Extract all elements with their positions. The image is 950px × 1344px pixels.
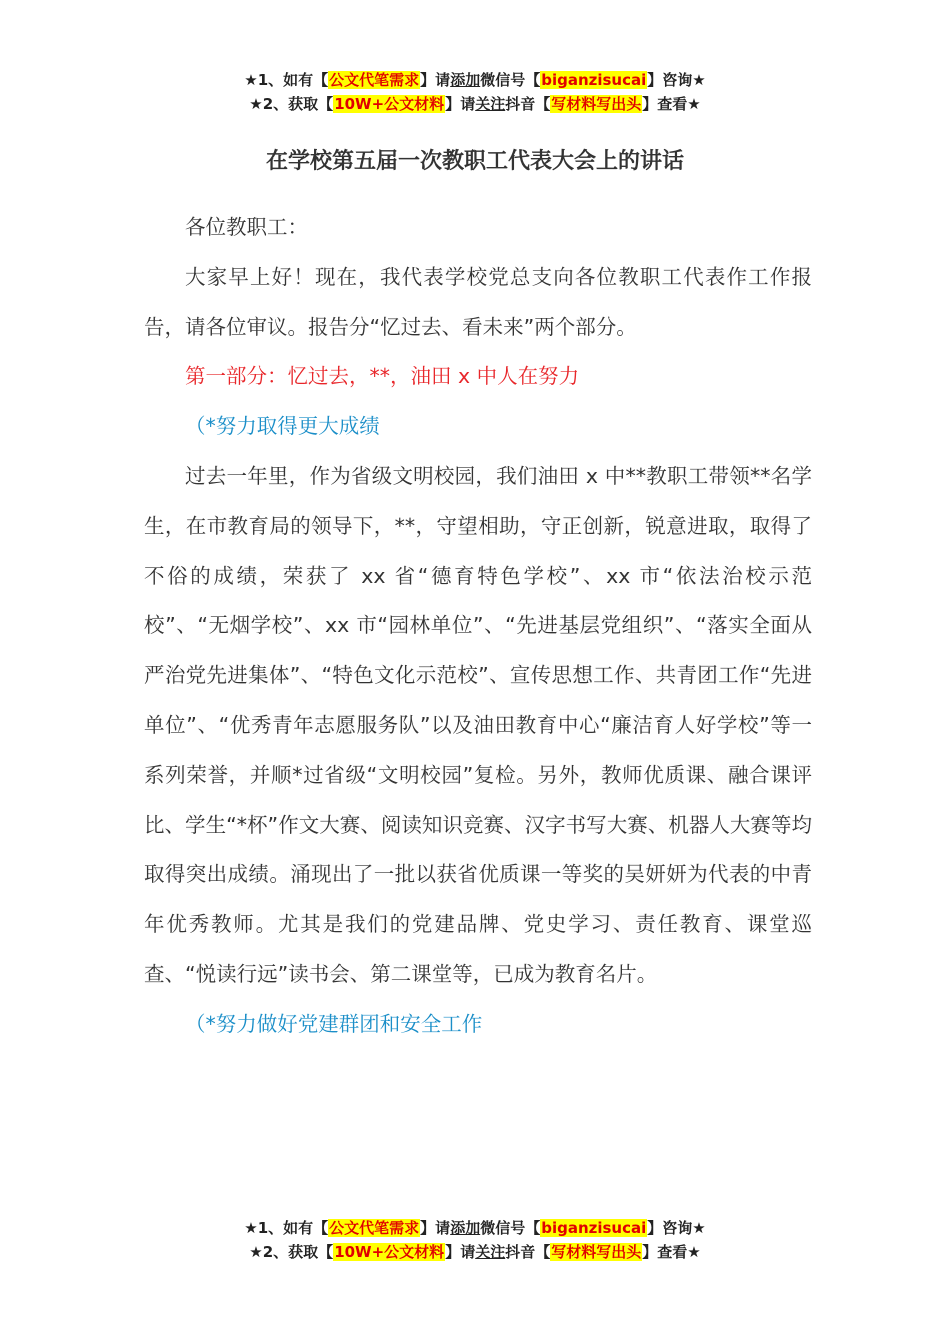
- banner-text: 】咨询★: [647, 1219, 706, 1237]
- banner-line-2: [0, 92, 950, 116]
- banner-text: 】查看★: [642, 95, 701, 113]
- banner-highlight: 10W+公文材料: [334, 1243, 445, 1261]
- banner-line-1: [0, 68, 950, 92]
- banner-highlight: 10W+公文材料: [334, 95, 445, 113]
- banner-text: 】咨询★: [647, 71, 706, 89]
- banner-emphasis: 添加: [450, 1219, 481, 1237]
- banner-text: ★2、获取【: [249, 95, 334, 113]
- banner-text: 】查看★: [642, 1243, 701, 1261]
- ad-banner-bottom: [0, 1216, 950, 1264]
- banner-text: 微信号【: [480, 71, 541, 89]
- banner-text: ★1、如有【: [244, 1219, 329, 1237]
- banner-text: 】请: [445, 95, 476, 113]
- banner-highlight: 公文代笔需求: [329, 71, 420, 89]
- section-heading: （*努力做好党建群团和安全工作: [185, 1011, 483, 1036]
- ad-banner-top: [0, 68, 950, 116]
- banner-highlight: 公文代笔需求: [329, 1219, 420, 1237]
- banner-emphasis: 添加: [450, 71, 481, 89]
- intro-paragraph: 大家早上好！现在，我代表学校党总支向各位教职工代表作工作报告，请各位审议。报告分“忆过去、看未来”两个部分。: [144, 264, 812, 339]
- banner-highlight: biganzisucai: [541, 1219, 647, 1237]
- banner-text: 】请: [420, 71, 451, 89]
- banner-emphasis: 关注: [475, 95, 506, 113]
- banner-emphasis: 关注: [475, 1243, 506, 1261]
- banner-highlight: 写材料写出头: [551, 95, 642, 113]
- body-paragraph: 过去一年里，作为省级文明校园，我们油田 x 中**教职工带领**名学生，在市教育局的领导下，**，守望相助，守正创新，锐意进取，取得了不俗的成绩，荣获了 xx 省“德育特色学校”、xx 市“依法治校示范校”、“无烟学校”、xx 市“园林单位”、“先进基层党组织”、“落实全面从严治党先进集体”、“特色文化示范校”、宣传思想工作、共青团工作“先进单位”、“优秀青年志愿服务队”以及油田教育中心“廉洁育人好学校”等一系列荣誉，并顺*过省级“文明校园”复检。另外，教师优质课、融合课评比、学生“*杯”作文大赛、阅读知识竞赛、汉字书写大赛、机器人大赛等均取得突出成绩。涌现出了一批以获省优质课一等奖的吴妍妍为代表的中青年优秀教师。尤其是我们的党建品牌、党史学习、责任教育、课堂巡查、“悦读行远”读书会、第二课堂等，已成为教育名片。: [144, 463, 812, 986]
- document-body: [144, 203, 812, 1050]
- banner-text: 微信号【: [480, 1219, 541, 1237]
- banner-text: 】请: [420, 1219, 451, 1237]
- banner-text: 】请: [445, 1243, 476, 1261]
- banner-line-2: [0, 1240, 950, 1264]
- banner-highlight: 写材料写出头: [551, 1243, 642, 1261]
- part-heading: 第一部分：忆过去，**，油田 x 中人在努力: [185, 364, 580, 389]
- banner-text: 抖音【: [505, 1243, 551, 1261]
- banner-highlight: biganzisucai: [541, 71, 647, 89]
- banner-line-1: [0, 1216, 950, 1240]
- banner-text: ★2、获取【: [249, 1243, 334, 1261]
- section-heading: （*努力取得更大成绩: [185, 414, 380, 439]
- document-title: 在学校第五届一次教职工代表大会上的讲话: [265, 149, 684, 174]
- banner-text: 抖音【: [505, 95, 551, 113]
- salutation: 各位教职工：: [185, 215, 308, 239]
- banner-text: ★1、如有【: [244, 71, 329, 89]
